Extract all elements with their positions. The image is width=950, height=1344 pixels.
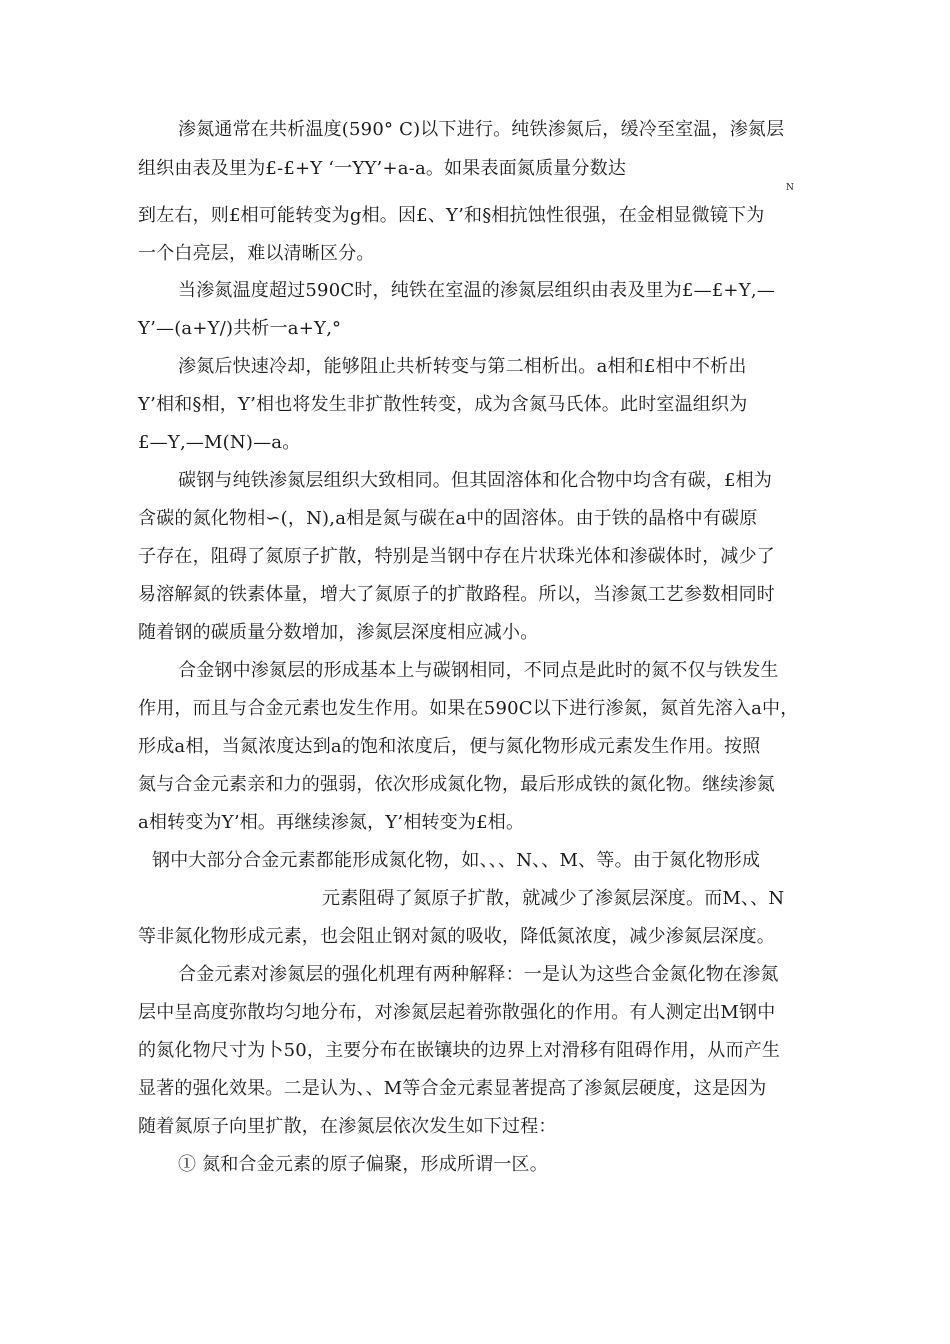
text-line: 作用，而且与合金元素也发生作用。如果在590C以下进行渗氮，氮首先溶入a中， [138, 698, 799, 719]
text-line: 组织由表及里为£-£+Y ‘一YY’+a-a。如果表面氮质量分数达 [138, 158, 627, 179]
text-line: 元素阻碍了氮原子扩散，就减少了渗氮层深度。而M、、N [322, 888, 785, 909]
text-line: ① 氮和合金元素的原子偏聚，形成所谓一区。 [178, 1154, 548, 1175]
text-line: 渗氮通常在共析温度(590° C)以下进行。纯铁渗氮后，缓冷至室温，渗氮层 [178, 119, 785, 140]
text-line: 到左右，则£相可能转变为g相。因£、Y’和§相抗蚀性很强，在金相显微镜下为 [138, 205, 765, 226]
text-line: 随着氮原子向里扩散，在渗氮层依次发生如下过程： [138, 1116, 557, 1137]
text-line: 合金元素对渗氮层的强化机理有两种解释：一是认为这些合金氮化物在渗氮 [178, 964, 779, 985]
text-line: Y’—(a+Y/)共析一a+Y‚° [138, 318, 342, 339]
text-line: 当渗氮温度超过590C时，纯铁在室温的渗氮层组织由表及里为£—£+Y‚— [178, 280, 775, 301]
text-line: 含碳的氮化物相∽(，N),a相是氮与碳在a中的固溶体。由于铁的晶格中有碳原 [138, 508, 758, 529]
text-line: 易溶解氮的铁素体量，增大了氮原子的扩散路程。所以，当渗氮工艺参数相同时 [138, 584, 775, 605]
text-line: 钢中大部分合金元素都能形成氮化物，如、、、N、、M、等。由于氮化物形成 [152, 850, 761, 871]
text-line: 子存在，阻碍了氮原子扩散，特别是当钢中存在片状珠光体和渗碳体时，减少了 [138, 546, 775, 567]
text-line: 的氮化物尺寸为卜50，主要分布在嵌镶块的边界上对滑移有阻碍作用，从而产生 [138, 1040, 781, 1061]
text-line: 一个白亮层，难以清晰区分。 [138, 243, 375, 264]
text-line: Y’相和§相，Y’相也将发生非扩散性转变，成为含氮马氏体。此时室温组织为 [138, 394, 748, 415]
text-line: 层中呈高度弥散均匀地分布，对渗氮层起着弥散强化的作用。有人测定出M钢中 [138, 1002, 776, 1023]
text-line: 氮与合金元素亲和力的强弱，依次形成氮化物，最后形成铁的氮化物。继续渗氮 [138, 774, 775, 795]
text-line: 合金钢中渗氮层的形成基本上与碳钢相同，不同点是此时的氮不仅与铁发生 [178, 660, 779, 681]
text-line: 渗氮后快速冷却，能够阻止共析转变与第二相析出。a相和£相中不析出 [178, 356, 747, 377]
text-line: 等非氮化物形成元素，也会阻止钢对氮的吸收，降低氮浓度，减少渗氮层深度。 [138, 926, 775, 947]
text-line: 碳钢与纯铁渗氮层组织大致相同。但其固溶体和化合物中均含有碳，£相为 [178, 470, 773, 491]
text-line: 显著的强化效果。二是认为、、M等合金元素显著提高了渗氮层硬度，这是因为 [138, 1078, 767, 1099]
text-line: £—Y‚—M(N)—a。 [138, 432, 301, 453]
margin-note: N [786, 183, 794, 193]
text-line: a相转变为Y’相。再继续渗氮，Y’相转变为£相。 [138, 812, 525, 833]
text-line: 随着钢的碳质量分数增加，渗氮层深度相应减小。 [138, 622, 539, 643]
text-line: 形成a相，当氮浓度达到a的饱和浓度后，便与氮化物形成元素发生作用。按照 [138, 736, 761, 757]
